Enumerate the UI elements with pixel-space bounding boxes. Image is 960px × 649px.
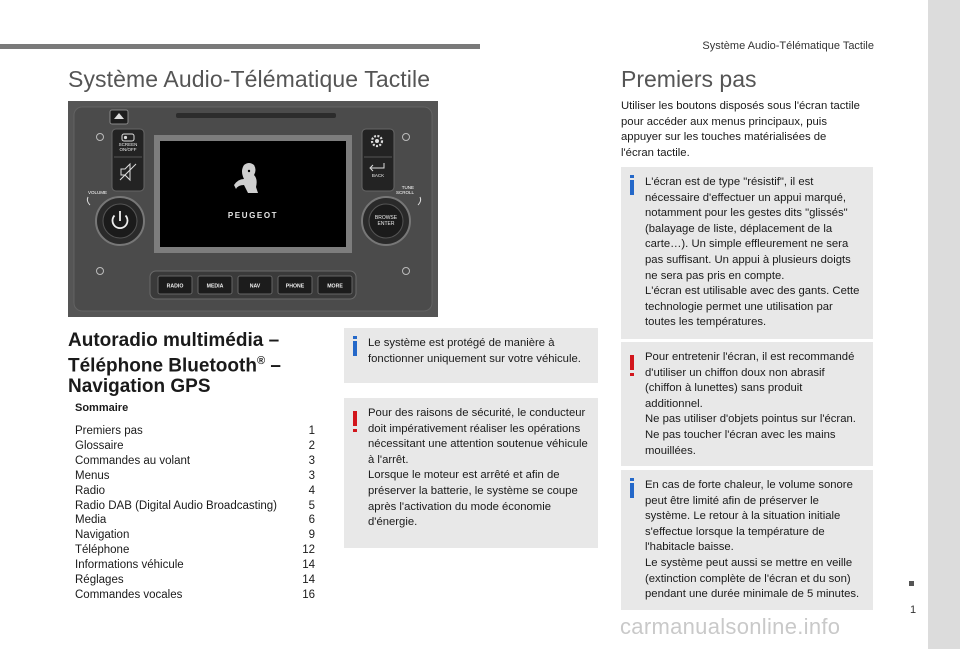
toc-entry-label: Media bbox=[75, 514, 107, 527]
info-box-text: Le système est protégé de manière à fonctionner uniquement sur votre véhicule. bbox=[368, 337, 581, 365]
table-of-contents bbox=[75, 402, 315, 603]
head-unit-button-media bbox=[198, 276, 232, 294]
toc-entry bbox=[75, 484, 315, 499]
toc-entry bbox=[75, 499, 315, 514]
warning-box-text: Pour des raisons de sécurité, le conducteur doit impérativement réaliser les opérations nécessitant une attention soutenue véhicule à l'arrêt. Lorsque le moteur est arrêté et afin de préserver la batterie, le système se coupe après l'activation du mode économie d'énergie. bbox=[368, 407, 588, 529]
svg-text:RADIO: RADIO bbox=[166, 283, 184, 290]
info-box-text: L'écran est de type "résistif", il est nécessaire d'effectuer un appui marqué, notamment pour les gestes dits "glissés" (balayage de liste, déplacement de la carte…). Un simple effleurement ne sera pas suffisant. Un appui à plusieurs doigts ne sera pas pris en compte. L'écran est utilisable avec des gants. Cette technologie permet une utilisation par toutes les températures. bbox=[645, 176, 860, 329]
head-unit-illustration bbox=[68, 101, 438, 317]
head-unit-button-more bbox=[318, 276, 352, 294]
toc-entry-page: 9 bbox=[308, 529, 315, 542]
toc-entry bbox=[75, 588, 315, 603]
toc-entry bbox=[75, 543, 315, 558]
info-box-resistive-screen bbox=[621, 167, 873, 339]
info-box-heat bbox=[621, 470, 873, 610]
back-label: BACK bbox=[371, 173, 385, 178]
toc-entry-label: Commandes vocales bbox=[75, 588, 183, 601]
svg-text:SCROLL: SCROLL bbox=[395, 190, 414, 195]
toc-entry-page: 4 bbox=[308, 484, 315, 497]
product-title-line-3: Navigation GPS bbox=[68, 376, 211, 398]
toc-heading: Sommaire bbox=[75, 402, 129, 414]
toc-entry-page: 1 bbox=[308, 425, 315, 437]
svg-text:MORE: MORE bbox=[327, 283, 343, 290]
toc-entry-label: Radio DAB (Digital Audio Broadcasting) bbox=[75, 499, 277, 512]
document-title: Système Audio-Télématique Tactile bbox=[68, 66, 431, 92]
product-title bbox=[68, 330, 338, 397]
top-rule bbox=[0, 44, 480, 49]
toc-entry bbox=[75, 558, 315, 573]
toc-entry-page: 3 bbox=[308, 454, 315, 467]
tune-scroll-label: TUNE bbox=[401, 185, 414, 190]
power-volume-knob bbox=[96, 197, 144, 245]
brand-name: PEUGEOT bbox=[227, 211, 279, 220]
screen-toggle-label: SCREEN bbox=[118, 142, 138, 147]
warning-box-safety bbox=[344, 398, 598, 548]
toc-entry-page: 12 bbox=[302, 544, 315, 557]
info-icon bbox=[630, 180, 634, 195]
page-edge-strip bbox=[928, 0, 960, 649]
toc-entry bbox=[75, 528, 315, 543]
head-unit-button-nav bbox=[238, 276, 272, 294]
warning-box-text: Pour entretenir l'écran, il est recommandé d'utiliser un chiffon doux non abrasif (chiffon à lunettes) sans produit additionnel. Ne pas utiliser d'objets pointus sur l'écran. Ne pas toucher l'écran avec les mains mouillées. bbox=[645, 351, 856, 457]
eject-button bbox=[110, 110, 128, 124]
toc-entry-label: Menus bbox=[75, 469, 110, 482]
svg-text:PHONE: PHONE bbox=[285, 283, 305, 290]
browse-enter-knob bbox=[362, 197, 410, 245]
info-icon bbox=[630, 483, 634, 498]
toc-entry bbox=[75, 573, 315, 588]
toc-entry-page: 3 bbox=[308, 469, 315, 482]
toc-entry-label: Radio bbox=[75, 484, 106, 497]
volume-label: VOLUME bbox=[88, 190, 108, 195]
info-box-text: En cas de forte chaleur, le volume sonore peut être limité afin de préserver le système. Le retour à la situation initiale s'effectue lorsque la température de l'habitacle baisse. Le système peut aussi se mettre en veille (extinction complète de l'écran et du son) pendant une durée minimale de 5 minutes. bbox=[645, 479, 860, 601]
intro-paragraph: Utiliser les boutons disposés sous l'écran tactile pour accéder aux menus principaux, puis appuyer sur les touches matérialisées de l'écran tactile. bbox=[621, 100, 860, 159]
svg-text:NAV: NAV bbox=[249, 283, 261, 290]
toc-entry-page: 2 bbox=[308, 439, 315, 452]
svg-text:ON/OFF: ON/OFF bbox=[119, 147, 137, 152]
head-unit-button-radio bbox=[158, 276, 192, 294]
warning-icon bbox=[630, 355, 634, 370]
toc-entry-page: 6 bbox=[308, 514, 315, 527]
toc-entry bbox=[75, 469, 315, 484]
touchscreen bbox=[160, 141, 346, 247]
page-marker-square bbox=[909, 581, 914, 586]
product-title-line-2: Téléphone Bluetooth® – bbox=[68, 355, 281, 377]
running-header: Système Audio-Télématique Tactile bbox=[702, 40, 874, 52]
head-unit-button-phone bbox=[278, 276, 312, 294]
watermark: carmanualsonline.info bbox=[620, 614, 841, 639]
svg-text:MEDIA: MEDIA bbox=[206, 283, 224, 290]
info-icon bbox=[353, 341, 357, 356]
toc-entry-label: Téléphone bbox=[75, 544, 130, 557]
toc-entry-label: Navigation bbox=[75, 529, 130, 542]
svg-text:ENTER: ENTER bbox=[377, 221, 395, 227]
info-box-protection bbox=[344, 328, 598, 383]
toc-entry bbox=[75, 439, 315, 454]
toc-entry bbox=[75, 424, 315, 439]
toc-entry bbox=[75, 513, 315, 528]
toc-entry-page: 14 bbox=[302, 559, 315, 572]
toc-entry-label: Commandes au volant bbox=[75, 454, 191, 467]
toc-entry-page: 5 bbox=[308, 499, 315, 512]
toc-entry-label: Informations véhicule bbox=[75, 559, 184, 572]
toc-entry-page: 16 bbox=[302, 588, 315, 601]
page-number: 1 bbox=[909, 604, 917, 616]
section-title: Premiers pas bbox=[621, 66, 757, 92]
svg-text:BROWSE: BROWSE bbox=[374, 215, 398, 221]
toc-entry bbox=[75, 454, 315, 469]
product-title-line-1: Autoradio multimédia – bbox=[68, 330, 280, 351]
toc-entry-page: 14 bbox=[302, 574, 315, 587]
toc-entry-label: Réglages bbox=[75, 574, 124, 587]
toc-entry-label: Premiers pas bbox=[75, 425, 143, 437]
warning-box-cleaning bbox=[621, 342, 873, 466]
toc-entry-label: Glossaire bbox=[75, 439, 124, 452]
warning-icon bbox=[353, 411, 357, 426]
